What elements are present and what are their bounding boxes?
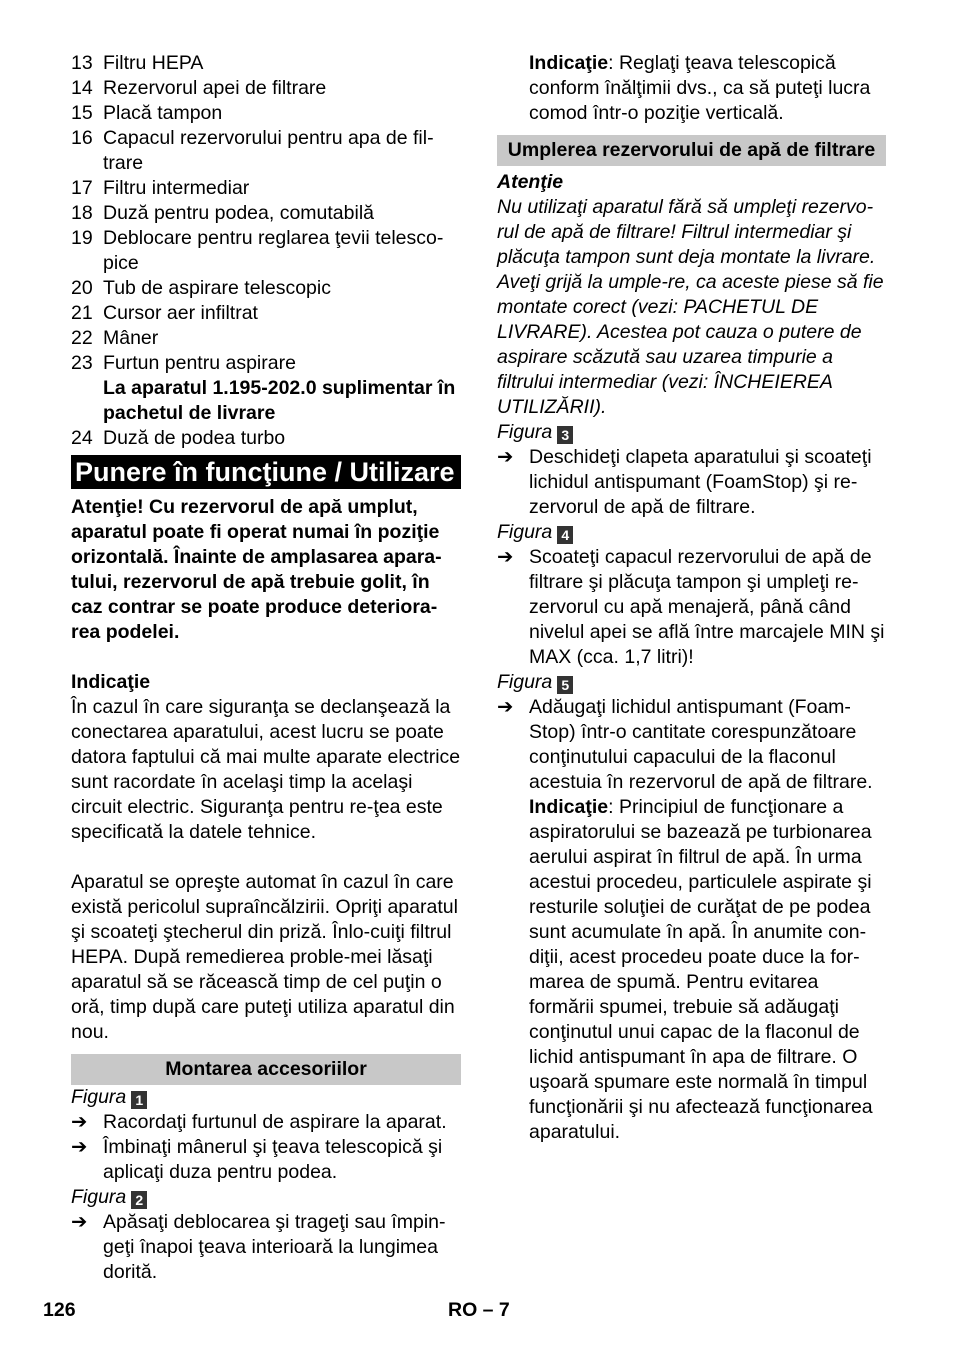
figure-ref: Figura 2 [71,1185,461,1210]
right-arrow-icon: ➔ [71,1111,88,1133]
figure-ref: Figura 3 [497,420,886,445]
warning-text: Atenţie! Cu rezervorul de apă umplut, aparatul poate fi operat numai în poziţie orizontală. Înainte de amplasarea apara-tului, rezervorul de apă trebuie golit, în caz contrar se poate produce deteriora-rea podelei. [71,496,442,643]
list-item [71,51,461,76]
page-number: 126 [43,1299,76,1321]
item-number: 23 [71,352,93,374]
item-text: Placă tampon [103,102,223,124]
step-item [497,545,886,670]
item-text: Rezervorul apei de filtrare [103,77,327,99]
step-item [497,445,886,520]
list-item [71,126,461,176]
figure-ref: Figura 5 [497,670,886,695]
figure-number-badge: 4 [557,526,573,544]
item-text: Mâner [103,327,159,349]
step-text: Deschideţi clapeta aparatului şi scoateţi lichidul antispumant (FoamStop) şi re-zervorul de apă de filtrare. [529,446,872,518]
step-item [71,1135,461,1185]
step-item [497,695,886,795]
item-text: Furtun pentru aspirare [103,352,296,374]
list-item [71,201,461,226]
item-number: 19 [71,227,93,249]
right-arrow-icon: ➔ [497,696,514,718]
item-text: Filtru intermediar [103,177,250,199]
figure-number-badge: 3 [557,426,573,444]
figure-number-badge: 2 [131,1191,147,1209]
figure-ref: Figura 1 [71,1085,461,1110]
item-number: 17 [71,177,93,199]
item-text: Cursor aer infiltrat [103,302,258,324]
item-text: Filtru HEPA [103,52,204,74]
step-text: Îmbinaţi mânerul şi ţeava telescopică şi aplicaţi duza pentru podea. [103,1136,443,1183]
item-number: 13 [71,52,93,74]
right-arrow-icon: ➔ [497,446,514,468]
item-number: 16 [71,127,93,149]
indicatie-text: : Principiul de funcţionare a aspiratorului se bazează pe turbionarea aerului aspirat în filtrul de apă. În urma acestui procedeu, particulele aspirate şi resturile soluţiei de curăţat de pe podea sunt acumulate în apă. În anumite con-diţii, acest procedeu poate duce la for-marea de spumă. Pentru evitarea formării spumei, trebuie să adăugaţi conţinutul unui capac de la flaconul de lichid antispumant în apa de filtrare. O uşoară spumare este normală în timpul funcţionării şi nu afectează funcţionarea aparatului. [529,796,873,1143]
component-list [71,51,461,451]
figure-number-badge: 1 [131,1091,147,1109]
language-page-label: RO – 7 [448,1299,510,1321]
list-item [71,226,461,276]
figure-number-badge: 5 [557,676,573,694]
list-item [71,351,461,376]
item-text: Deblocare pentru reglarea ţevii telesco-pice [103,227,444,274]
indicatie-text: În cazul în care siguranţa se declanşează la conectarea aparatului, acest lucru se poate datora faptului că mai multe aparate electrice sunt racordate în acelaşi timp la acelaşi circuit electric. Siguranţa pentru re-ţea este specificată la datele tehnice. [71,696,461,843]
item-number: 15 [71,102,93,124]
step-text: Adăugaţi lichidul antispumant (Foam-Stop) într-o cantitate corespunzătoare conţinutului capacului de la flaconul acestuia în rezervorul de apă de filtrare. [529,696,873,793]
item-number: 21 [71,302,93,324]
telescopic-note [497,51,886,126]
list-item [71,101,461,126]
item-text: Capacul rezervorului pentru apa de fil-trare [103,127,434,174]
item-text: Tub de aspirare telescopic [103,277,331,299]
item-text: Duză pentru podea, comutabilă [103,202,375,224]
right-arrow-icon: ➔ [71,1211,88,1233]
section-title: Punere în funcţiune / Utilizare [71,455,461,489]
item-number: 24 [71,427,93,449]
list-item [71,176,461,201]
indicatie-heading: Indicaţie [71,671,151,693]
step-text: Racordaţi furtunul de aspirare la aparat. [103,1111,447,1133]
indicatie-text: : Reglaţi ţeava telescopică conform înălţimii dvs., ca să puteţi lucra comod într-o poziţie verticală. [529,52,871,124]
step-text: Scoateţi capacul rezervorului de apă de filtrare şi plăcuţa tampon şi umpleţi re-zervorul cu apă menajeră, până când nivelul apei se află între marcajele MIN şi MAX (cca. 1,7 litri)! [529,546,885,668]
item-number: 22 [71,327,93,349]
right-arrow-icon: ➔ [497,546,514,568]
right-column [497,51,886,1145]
step-text: Apăsaţi deblocarea şi trageţi sau împin-geţi înapoi ţeava interioară la lungimea dorită. [103,1211,446,1283]
step-item [71,1110,461,1135]
step-item [71,1210,461,1285]
list-note: La aparatul 1.195-202.0 suplimentar în pachetul de livrare [103,377,456,424]
item-number: 20 [71,277,93,299]
item-text: Duză de podea turbo [103,427,286,449]
list-item [71,301,461,326]
indicatie-label: Indicaţie [529,52,609,74]
atentie-heading: Atenţie [497,171,564,193]
atentie-text: Nu utilizaţi aparatul fără să umpleţi rezervo-rul de apă de filtrare! Filtrul intermediar şi plăcuţa tampon sunt deja montate la livrare. Aveţi grijă la umple-re, ca aceste piese să fie montate corect (vezi: PACHETUL DE LIVRARE). Acestea pot cauza o putere de aspirare scăzută sau uzarea timpurie a filtrului intermediar (vezi: ÎNCHEIEREA UTILIZĂRII). [497,196,884,418]
left-column [71,51,461,1285]
item-number: 18 [71,202,93,224]
list-item [71,426,461,451]
subhead-montarea-accesoriilor: Montarea accesoriilor [71,1054,461,1085]
item-number: 14 [71,77,93,99]
subhead-umplerea-rezervorului: Umplerea rezervorului de apă de filtrare [497,135,886,166]
overheat-text: Aparatul se opreşte automat în cazul în care există pericolul supraîncălzirii. Opriţi aparatul şi scoateţi ştecherul din priză. Înlo-cuiţi filtrul HEPA. După remedierea proble-mei lăsaţi aparatul să se răcească timp de cel puţin o oră, timp după care puteţi utiliza aparatul din nou. [71,871,458,1043]
figure-ref: Figura 4 [497,520,886,545]
list-item [71,276,461,301]
antifoam-note [497,795,886,1145]
right-arrow-icon: ➔ [71,1136,88,1158]
list-item [71,76,461,101]
list-item [71,326,461,351]
indicatie-label: Indicaţie [529,796,609,818]
